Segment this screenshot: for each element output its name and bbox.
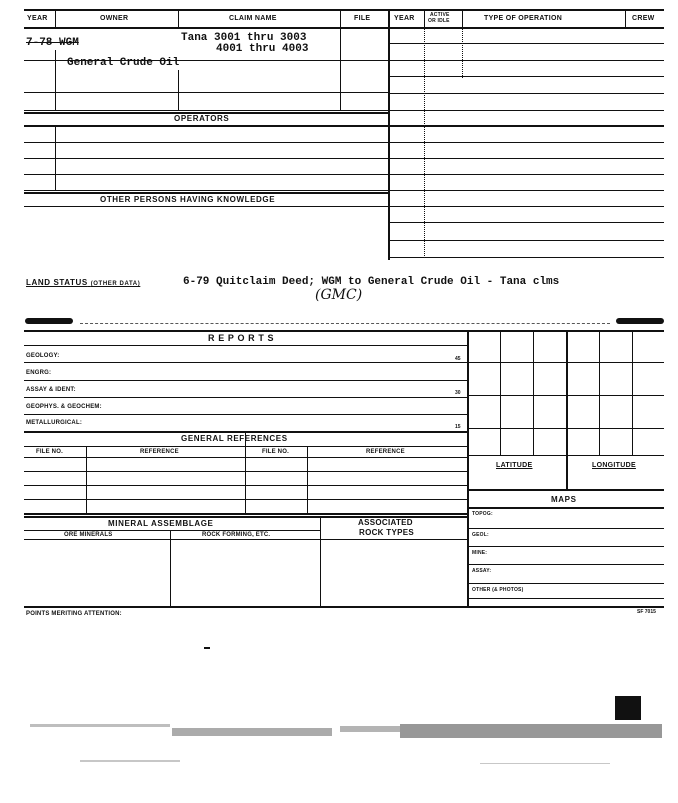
header-year-2: YEAR [394,15,415,22]
header-crew: CREW [632,15,655,22]
handwritten-note: (GMC) [315,287,363,303]
report-geophys: GEOPHYS. & GEOCHEM: [26,404,102,410]
ref-col-file-no-2: FILE NO. [262,449,289,455]
report-geology-num: 45 [455,356,461,362]
header-owner: OWNER [100,15,129,22]
maps-other: OTHER (& PHOTOS) [472,587,524,593]
ref-col-reference-2: REFERENCE [366,449,405,455]
report-metallurgical: METALLURGICAL: [26,420,83,426]
entry-claim-line-1: Tana 3001 thru 3003 [181,32,307,44]
header-year: YEAR [27,15,48,22]
header-or-idle: OR IDLE [428,18,450,24]
entry-claim-line-2: 4001 thru 4003 [216,43,309,55]
dash-mark [204,647,210,649]
header-claim-name: CLAIM NAME [229,15,277,22]
longitude-label: LONGITUDE [592,462,636,469]
report-assay: ASSAY & IDENT: [26,387,76,393]
associated-label: ASSOCIATED [358,518,413,527]
header-active: ACTIVE [430,12,450,18]
scan-blot [615,696,641,720]
land-status-subtitle: (OTHER DATA) [90,281,141,287]
report-engrg: ENGRG: [26,370,52,376]
report-assay-num: 30 [455,390,461,396]
header-file: FILE [354,15,371,22]
mineral-assemblage-title: MINERAL ASSEMBLAGE [108,519,214,528]
section-operators: OPERATORS [174,114,230,123]
entry-year-owner: 7-78 WGM [26,37,79,49]
reports-title: R E P O R T S [208,333,275,343]
maps-topog: TOPOG: [472,511,493,517]
rock-types-label: ROCK TYPES [359,528,415,537]
header-type-of-operation: TYPE OF OPERATION [484,15,563,22]
rock-forming-label: ROCK FORMING, ETC. [202,532,271,538]
form-number: SF 7015 [637,609,656,615]
land-status-label [26,278,140,287]
latitude-label: LATITUDE [496,462,533,469]
entry-owner-2: General Crude Oil [67,57,180,69]
ore-minerals-label: ORE MINERALS [64,532,113,538]
ref-col-reference-1: REFERENCE [140,449,179,455]
maps-geol: GEOL: [472,532,489,538]
tab-marker-right [616,318,664,324]
land-status-title: LAND STATUS [26,278,88,287]
tab-marker-left [25,318,73,324]
maps-assay: ASSAY: [472,568,492,574]
section-other-persons: OTHER PERSONS HAVING KNOWLEDGE [100,195,276,204]
maps-title: MAPS [551,495,577,504]
points-meriting-attention: POINTS MERITING ATTENTION: [26,611,122,617]
land-status-text: 6-79 Quitclaim Deed; WGM to General Crude Oil - Tana clms [183,276,560,288]
general-references-title: GENERAL REFERENCES [181,434,288,443]
ref-col-file-no-1: FILE NO. [36,449,63,455]
report-geology: GEOLOGY: [26,353,60,359]
maps-mine: MINE: [472,550,488,556]
report-metallurgical-num: 15 [455,424,461,430]
